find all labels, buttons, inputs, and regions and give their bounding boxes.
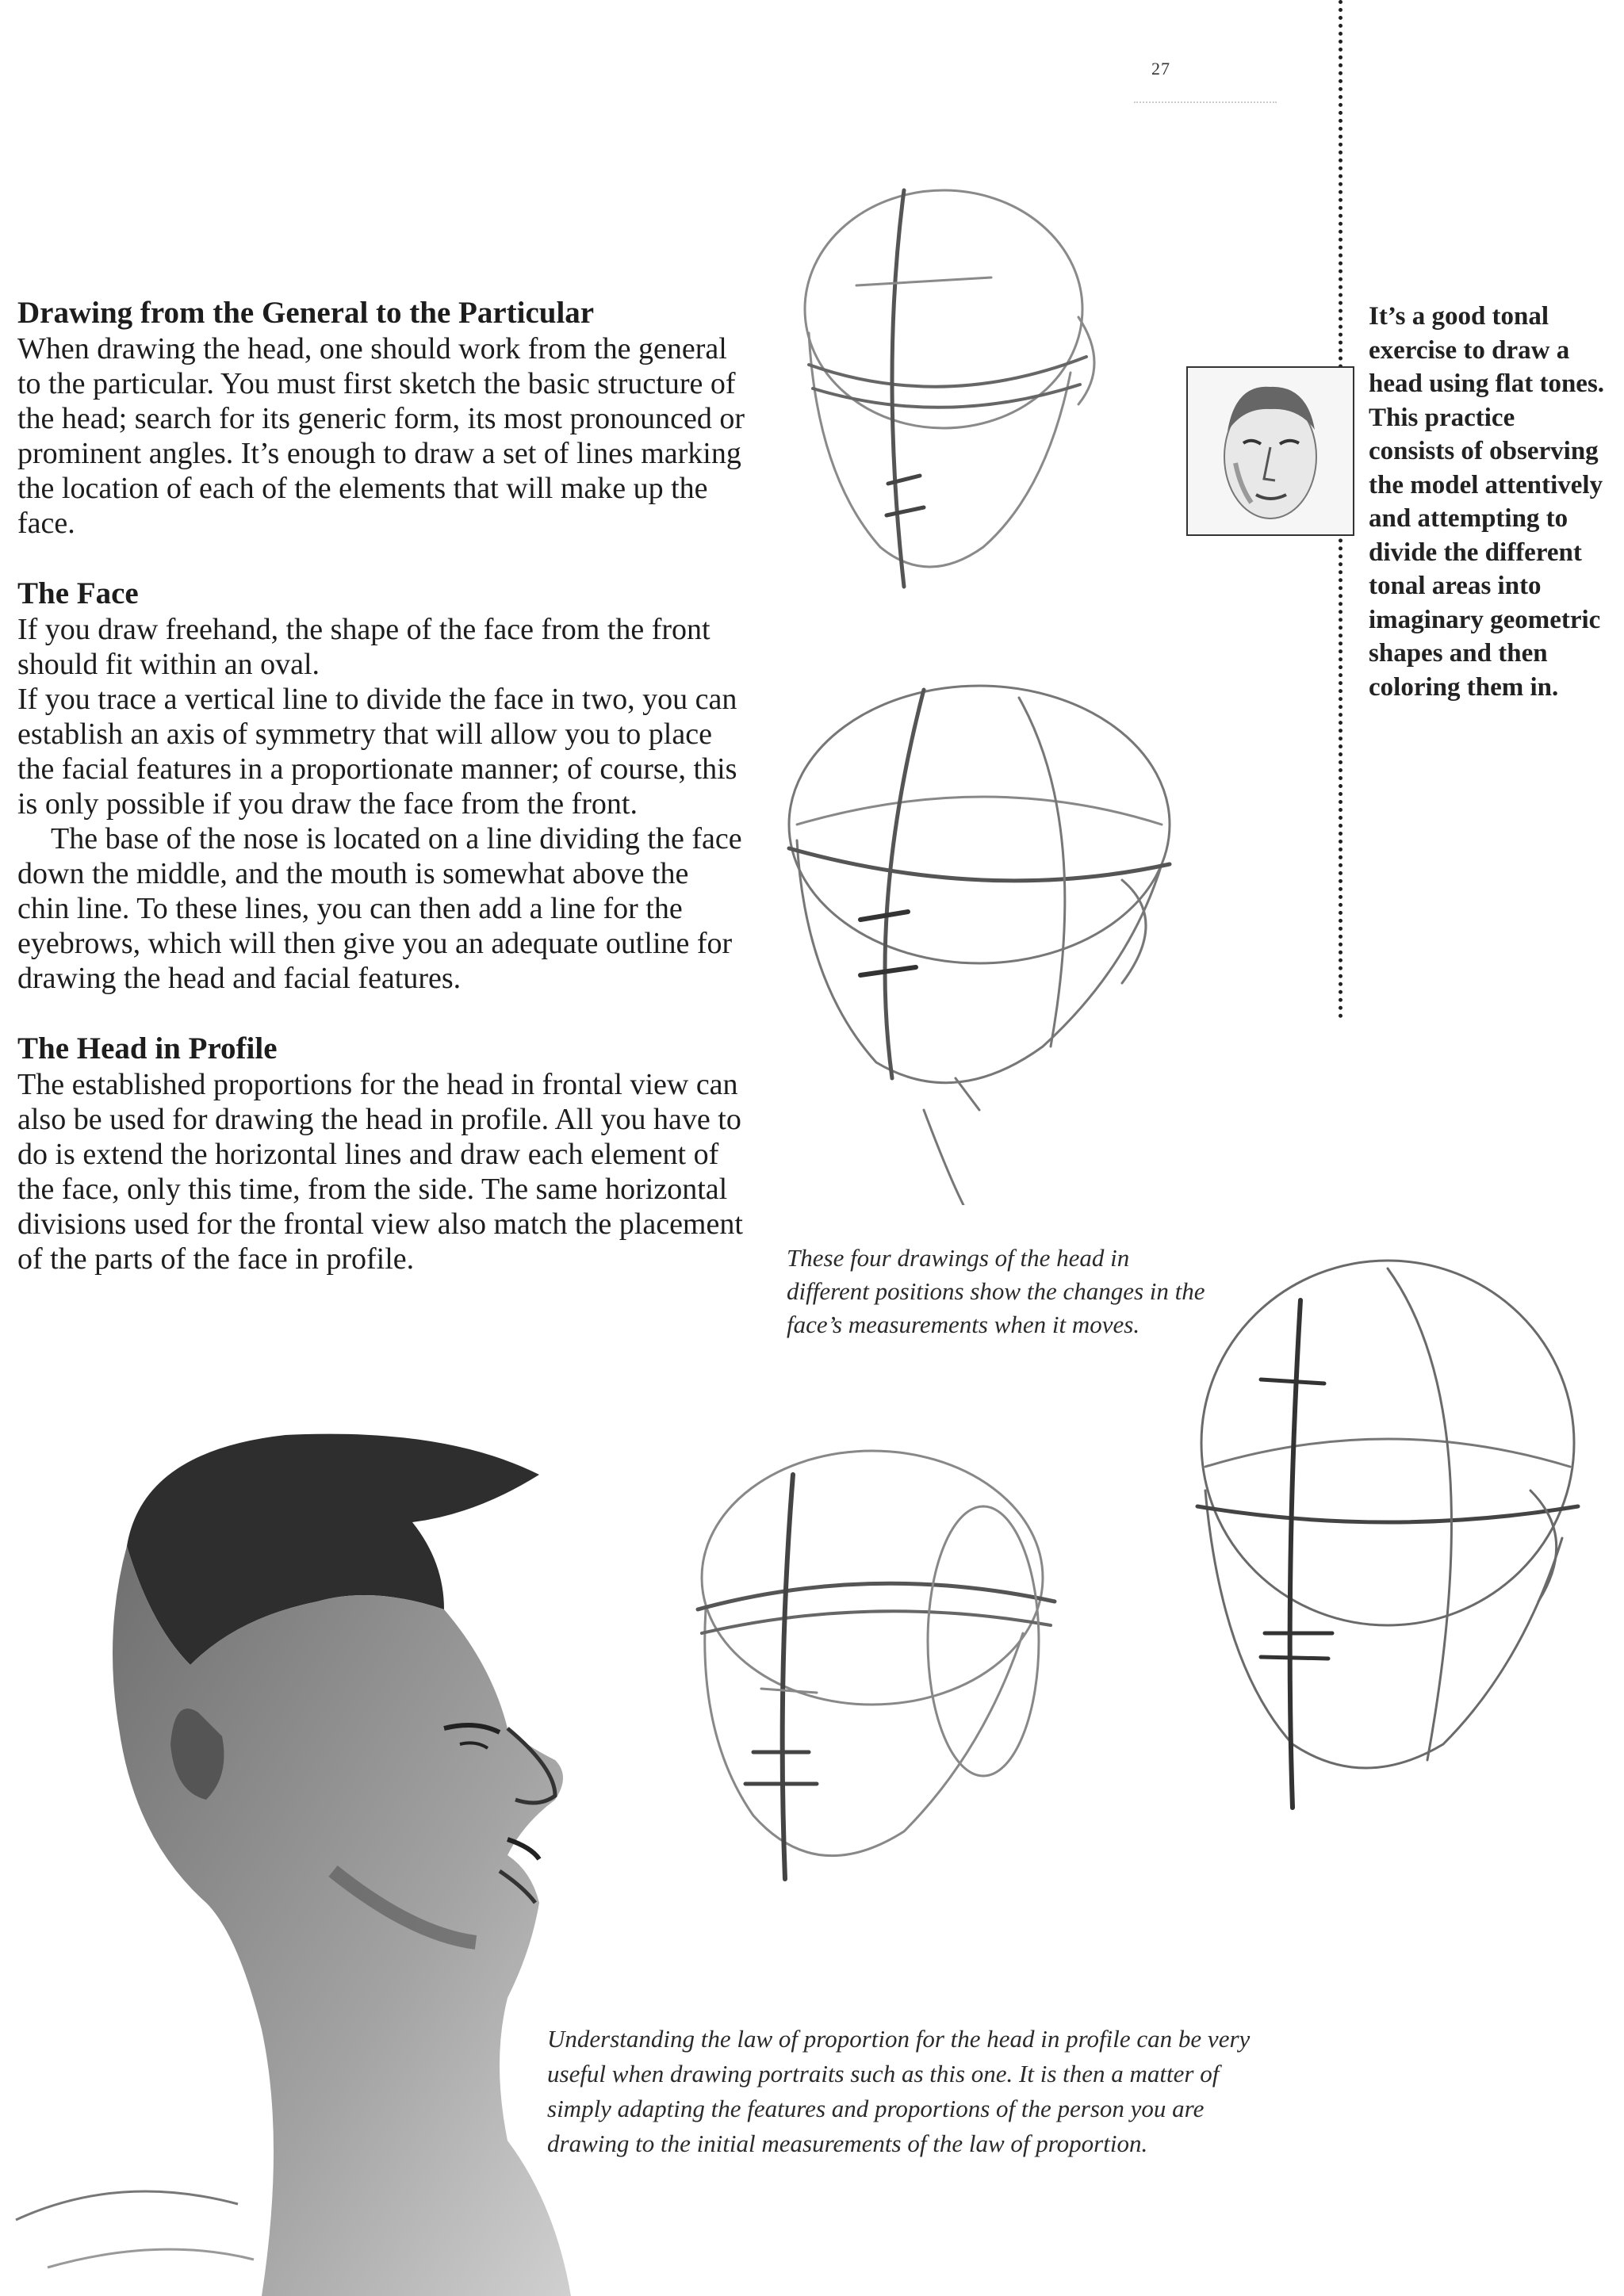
head-sketch-3 (682, 1435, 1071, 1911)
page-number-underline (1134, 101, 1277, 103)
sidebar-note: It’s a good tonal exercise to draw a head using flat tones. This practice consists of observing the model attentively and attempting to divide the different tonal areas into imaginary geometric shapes and then coloring them in. (1369, 302, 1605, 702)
section-heading-general: Drawing from the General to the Particular (17, 296, 595, 330)
profile-portrait-drawing (0, 1427, 587, 2296)
profile-paragraph: The established proportions for the head in frontal view can also be used for drawing the head in profile. All you have to do is extend the horizontal lines and draw each element of the face, only this time, from the side. The same horizontal divisions used for the frontal view also match the placement of the parts of the face in profile. (17, 1068, 743, 1276)
section-paragraph-general: When drawing the head, one should work from the general to the particular. You must first sketch the basic structure of the head; search for its generic form, its most pronounced or prominent angles. It’s enough to draw a set of lines marking the location of each of the elements that will make up the face. (17, 332, 745, 540)
section-heading-profile: The Head in Profile (17, 1031, 278, 1066)
face-paragraph-3: The base of the nose is located on a line dividing the face down the middle, and the mouth is somewhat above the chin line. To these lines, you can then add a line for the eyebrows, which will then give you an adequate outline for drawing the head and facial features. (17, 822, 742, 995)
face-paragraph-2: If you trace a vertical line to divide the face in two, you can establish an axis of symmetry that will allow you to place the facial features in a proportionate manner; of course, this is only possible if you draw the face from the front. (17, 683, 737, 821)
page-number: 27 (1151, 59, 1170, 78)
face-paragraph-1: If you draw freehand, the shape of the face from the front should fit within an oval. (17, 613, 710, 681)
head-sketch-4 (1189, 1253, 1586, 1823)
tonal-head-thumbnail (1186, 366, 1354, 536)
caption-portrait: Understanding the law of proportion for the head in profile can be very useful when drawing portraits such as this one. It is then a matter of simply adapting the features and proportions of the person you are drawing to the initial measurements of the law of proportion. (547, 2025, 1251, 2157)
section-heading-face: The Face (17, 576, 139, 610)
head-sketch-1 (785, 174, 1118, 603)
head-sketch-2 (781, 666, 1193, 1205)
caption-four-drawings: These four drawings of the head in different positions show the changes in the face’s measurements when it moves. (787, 1244, 1205, 1338)
main-text-column (17, 295, 747, 1276)
